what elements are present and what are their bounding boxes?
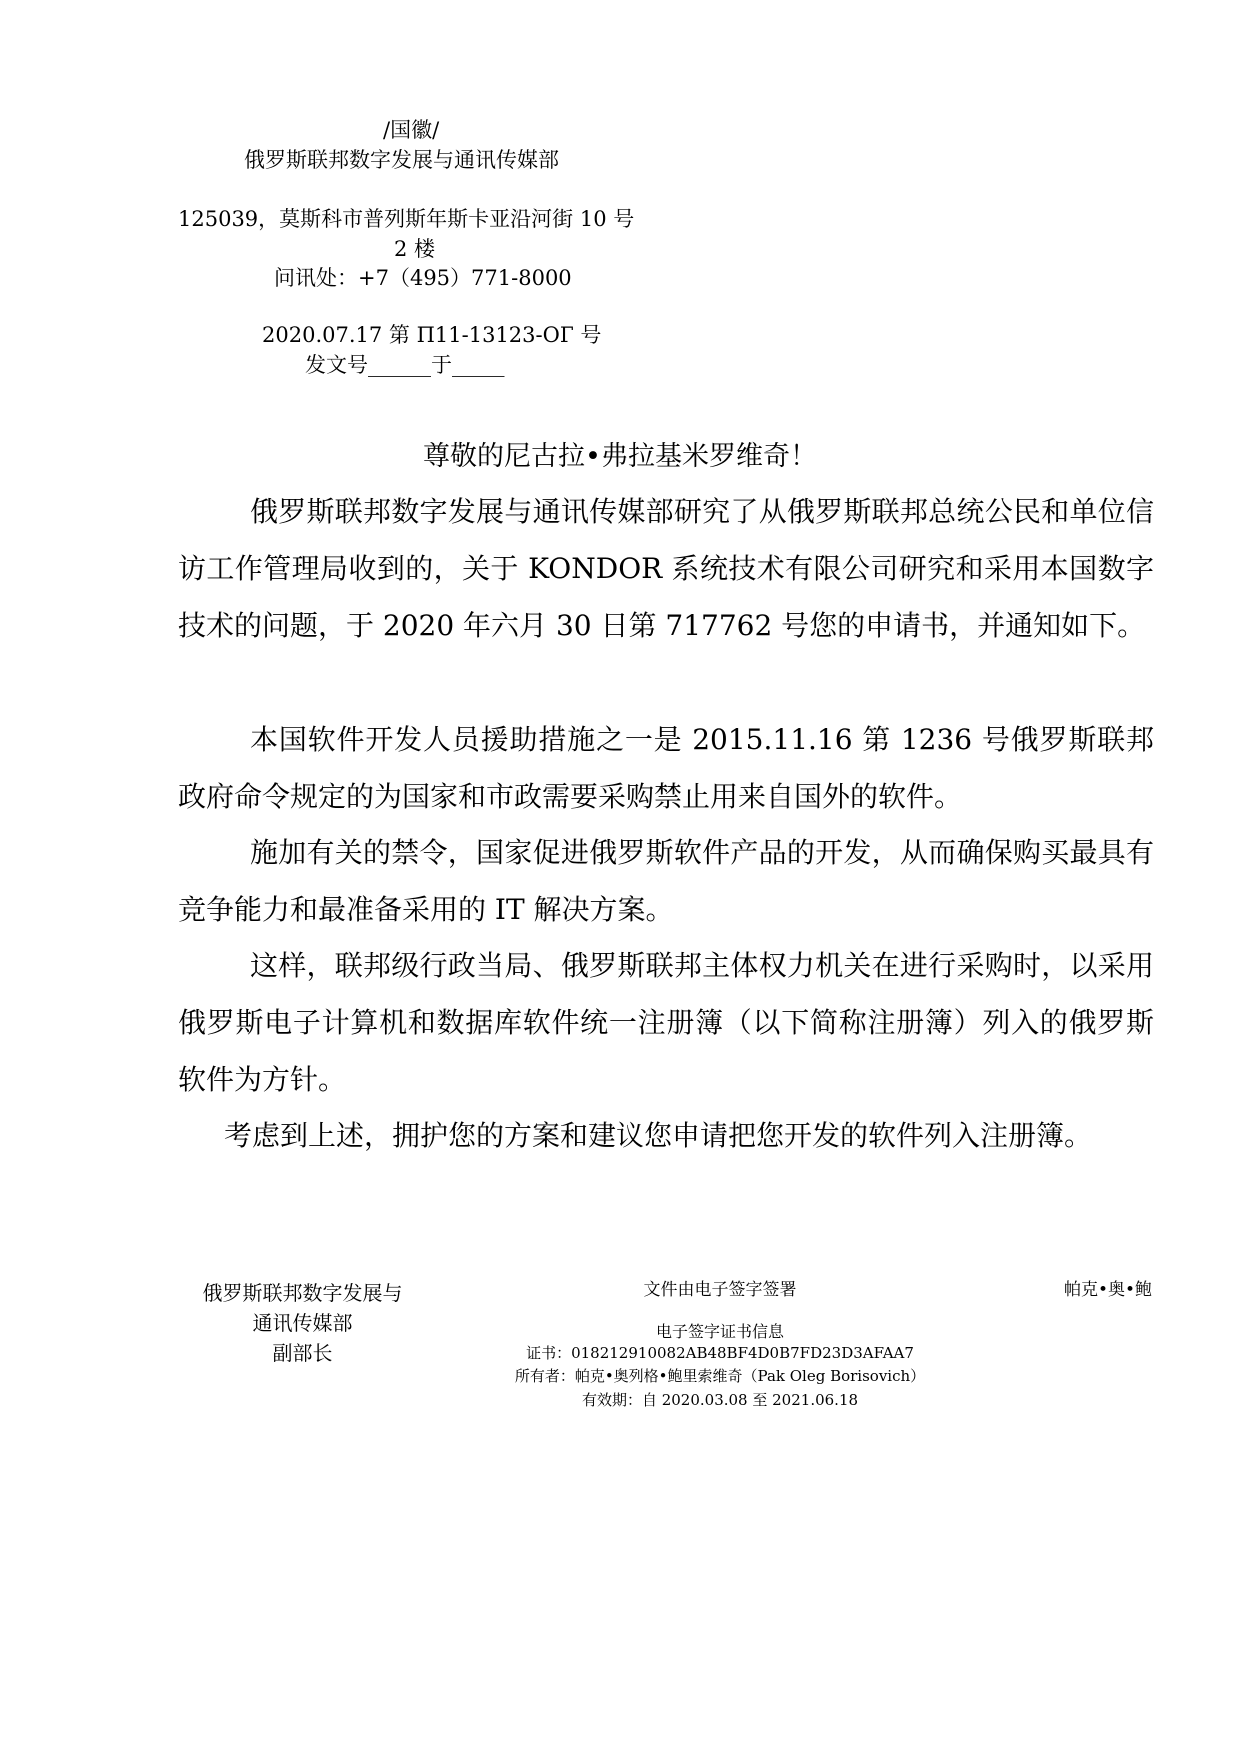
ministry-name: 俄罗斯联邦数字发展与通讯传媒部 (244, 148, 559, 172)
certificate-title: 电子签字证书信息 (655, 1322, 784, 1341)
salutation: 尊敬的尼古拉•弗拉基米罗维奇！ (423, 441, 817, 472)
reference-date-number: 2020.07.17 第 П11-13123-ОГ 号 (262, 323, 602, 347)
phone-line: 问讯处：+7（495）771-8000 (274, 266, 572, 290)
emblem-label: /国徽/ (383, 118, 440, 142)
signer-position-line-3: 副部长 (272, 1341, 333, 1365)
signer-position-line-1: 俄罗斯联邦数字发展与 (202, 1281, 403, 1305)
certificate-number: 证书：018212910082AB48BF4D0B7FD23D3AFAA7 (526, 1344, 914, 1362)
body-paragraph-1: 俄罗斯联邦数字发展与通讯传媒部研究了从俄罗斯联邦总统公民和单位信访工作管理局收到的，关于 KONDOR 系统技术有限公司研究和采用本国数字技术的问题，于 2020 年六月 30 日第 717762 号您的申请书，并通知如下。 (178, 495, 1154, 642)
certificate-owner: 所有者：帕克•奥列格•鲍里索维奇（Pak Oleg Borisovich） (514, 1367, 926, 1385)
signer-name: 帕克•奥•鲍 (1064, 1280, 1153, 1300)
body-paragraph-2: 本国软件开发人员援助措施之一是 2015.11.16 第 1236 号俄罗斯联邦政府命令规定的为国家和市政需要采购禁止用来自国外的软件。 (178, 723, 1154, 813)
certificate-validity: 有效期：自 2020.03.08 至 2021.06.18 (581, 1391, 859, 1409)
body-paragraph-5: 考虑到上述，拥护您的方案和建议您申请把您开发的软件列入注册簿。 (224, 1119, 1093, 1152)
reference-issue-line: 发文号______于_____ (305, 353, 505, 377)
signer-position-line-2: 通讯传媒部 (252, 1311, 353, 1335)
body-paragraph-4: 这样，联邦级行政当局、俄罗斯联邦主体权力机关在进行采购时，以采用俄罗斯电子计算机和数据库软件统一注册簿（以下简称注册簿）列入的俄罗斯软件为方针。 (178, 949, 1154, 1096)
body-paragraph-3: 施加有关的禁令，国家促进俄罗斯软件产品的开发，从而确保购买最具有竞争能力和最准备采用的 IT 解决方案。 (178, 836, 1154, 926)
address-line-1: 125039，莫斯科市普列斯年斯卡亚沿河街 10 号 (178, 207, 635, 231)
electronic-signature-note: 文件由电子签字签署 (643, 1280, 797, 1300)
address-line-2: 2 楼 (394, 237, 436, 261)
